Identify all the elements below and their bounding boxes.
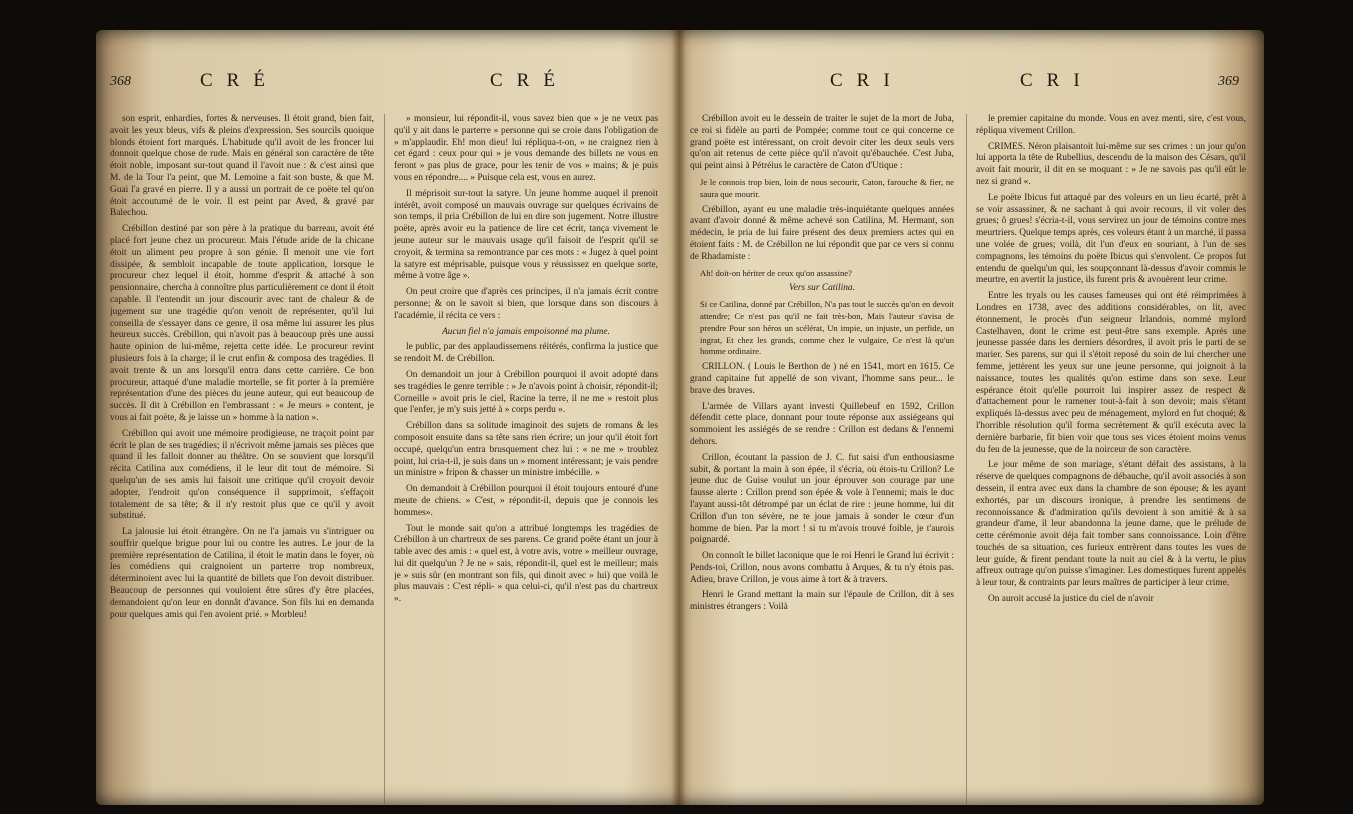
right-column-2 (976, 114, 1246, 814)
paragraph: Crébillon dans sa solitude imaginoit des sujets de romans & les composoit ensuite dans sa tête sans rien écrire; un jour qu'il étoit fort occupé, quelqu'un entra brusquement chez lui : « ne me » troublez point, lui cria-t-il, je suis dans un » moment intéressant; je vais pendre un ministre » fripon & chasser un ministre imbécille. » (394, 421, 658, 479)
paragraph: Henri le Grand mettant la main sur l'épaule de Crillon, dit à ses ministres étrangers : Voilà (690, 590, 954, 613)
paragraph: On demandoit un jour à Crébillon pourquoi il avoit adopté dans ses tragédies le genre terrible : » Je n'avois point à choisir, répondit-il; Corneille » avoit pris le ciel, Racine la terre, il ne me » restoit plus que l'enfer, je m'y suis jetté à » corps perdu ». (394, 369, 658, 416)
paragraph: Il méprisoit sur-tout la satyre. Un jeune homme auquel il prenoit intérêt, avoit composé un mauvais ouvrage sur quelques écrivains de son temps, il pria Crébillon de lui en dire son jugement. Notre illustre poëte, après avoir eu la patience de lire cet écrit, tança vivement le jeune auteur sur le mauvais usage qu'il faisoit de l'esprit qu'il se croyoit, & termina sa remontrance par ces mots : « Jugez à quel point la satyre est méprisable, puisque vous y réussissez en quelque sorte, même à votre âge ». (394, 188, 658, 282)
left-page-number: 368 (110, 74, 131, 89)
right-running-header (690, 70, 1255, 100)
right-column-1 (690, 114, 954, 814)
paragraph: le public, par des applaudissemens réitérés, confirma la justice que se rendoit M. de Crébillon. (394, 342, 658, 365)
right-page (690, 28, 1255, 763)
column-rule (966, 114, 967, 804)
left-header-word-1: CRÉ (200, 70, 279, 91)
entry-crimes: CRIMES. Néron plaisantoit lui-même sur ses crimes : un jour qu'on lui apporta la tête de Rubellius, descendu de la maison des Césars, qu'il avoit fait mourir, il dit en se moquant : » Je ne savois pas qu'il eût le nez si grand «. (976, 141, 1246, 187)
paragraph: Le jour même de son mariage, s'étant défait des assistans, à la réserve de quelques compagnons de débauche, qu'il avoit associés à son dessein, il entra avec eux dans la chambre de son épouse; & les ayant exhortés, par un discours ironique, à prendre les sentimens de reconnoissance & d'admiration qu'ils devoient à son amitié & à sa grandeur d'ame, il leur abandonna la jeune dame, que le prélude de cette cérémonie avoit déja fait tomber sans connoissance. Loin d'être touchés de sa situation, ces furieux entrèrent dans toutes les vues de leur guide, & firent pendant toute la nuit au ciel & à la vertu, le plus affreux outrage qu'on puisse s'imaginer. Les domestiques furent appelés à leur tour, & contraints par leurs maîtres de participer à leur crime. (976, 460, 1246, 589)
entry-crillon: CRILLON. ( Louis le Berthon de ) né en 1541, mort en 1615. Ce grand capitaine fut appellé de son vivant, l'homme sans peur... le brave des braves. (690, 362, 954, 396)
paragraph: son esprit, enhardies, fortes & nerveuses. Il étoit grand, bien fait, avoit les yeux bleus, vifs & pleins d'expression. Ses sourcils quoique blonds étoient fort marqués. L'habitude qu'il avoit de les froncer lui donnoit quelque chose de rude. Mais en général son caractère de tête étoit noble, imposant sur-tout quand il l'avoit nue : & c'est ainsi que M. de la Tour l'a peint, que M. Lemoine a fait son buste, & que M. Guai l'a gravé en pierre. Il y a aussi un portrait de ce poëte tel qu'on étoit accoutumé de le voir. Il est peint par Aved, & gravé par Balechou. (110, 114, 374, 219)
right-header-word-2: CRI (1020, 70, 1094, 91)
paragraph: Crillon, écoutant la passion de J. C. fut saisi d'un enthousiasme subit, & portant la main à son épée, il s'écria, où étois-tu Crillon? Le jeune duc de Guise voulut un jour éprouver son courage par une fausse alerte : Crillon prend son épée & vole à l'ennemi; mais le duc l'ayant aussi-tôt détrompé par un éclat de rire : jeune homme, lui dit Crillon d'un ton sévère, ne te joue jamais à sonder le cœur d'un homme de bien. Par la mort ! si tu m'avois trouvé foible, je t'aurois poignardé. (690, 452, 954, 546)
quoted-verse: Ah! doit-on hériter de ceux qu'on assassine? (700, 267, 852, 278)
book-gutter (672, 30, 686, 805)
paragraph: le premier capitaine du monde. Vous en avez menti, sire, c'est vous, répliqua vivement Crillon. (976, 114, 1246, 136)
quoted-verse: Je le connois trop bien, loin de nous secourir, Caton, farouche & fier, ne saura que mourir. (700, 176, 954, 199)
paragraph: Crébillon, ayant eu une maladie très-inquiétante quelques années avant d'avoir donné & même achevé son Catilina, M. Hermant, son médecin, le pria de lui faire présent des deux premiers actes qui en étoient faits : M. de Crébillon ne lui répondit que par ce vers si connu de Rhadamiste : (690, 204, 954, 262)
paragraph: Crébillon avoit eu le dessein de traiter le sujet de la mort de Juba, ce roi si fidèle au parti de Pompée; comme tout ce qui concerne ce grand poëte est intéressant, on croit devoir citer les deux seuls vers qu'on ait retenus de cette pièce qu'il n'avoit qu'ébauchée. C'est Juba, qui peint ainsi à Pétréius le caractère de Caton d'Utique : (690, 114, 954, 172)
paragraph: Tout le monde sait qu'on a attribué longtemps les tragédies de Crébillon à un chartreux de ses parens. Ce grand poëte étant un jour à table avec des amis : « quel est, à votre avis, votre » meilleur ouvrage, lui dit quelqu'un ? Je ne » sais, répondit-il, quel est le meilleur; mais je » suis sûr (en montrant son fils, qui dinoit avec » lui) que voilà le plus mauvais : C'est répli- » qua celui-ci, qu'il n'est pas du chartreux ». (394, 523, 658, 605)
paragraph: Crébillon destiné par son père à la pratique du barreau, avoit été placé fort jeune chez un procureur. Mais l'étude aride de la chicane étoit un aliment peu propre à son génie. Il menoit une vie fort dissipée, & sembloit incapable de toute application, lorsque le procureur chez lequel il étoit, homme d'esprit & attaché à son pensionnaire, chercha à connoître plus particulièrement ce dont il étoit capable. Il l'entendit un jour discourir avec tant de chaleur & de jugement sur une tragédie qu'on venoit de représenter, qu'il lui conseilla de s'essayer dans ce genre, il osa même lui assurer les plus heureux succès. Crébillon, qui n'avoit pas à beaucoup près une aussi haute opinion de lui-même, rejetta cette idée. Le procureur revint plusieurs fois à la charge; il le crut enfin & composa des tragédies. Il avoit trente & un ans lorsqu'il entra dans cette carrière. Ce bon procureur, attaqué d'une maladie mortelle, se fit porter à la première représentation d'une des pièces du jeune auteur, qui eut beaucoup de succès. Il dit à Crébillon en l'embrassant : « Je meurs » content, je vous ai fait poëte, & je laisse un » homme à la nation ». (110, 224, 374, 423)
paragraph: » monsieur, lui répondit-il, vous savez bien que » je ne veux pas qu'il y ait dans le parterre » personne qui se croie dans l'obligation de » m'applaudir. Eh! mon dieu! lui répliqua-t-on, » ne craignez rien à cet égard : ceux pour qui » je vous demande des billets ne vous en feront » pas plus de grace, pour les tenir de vos » mains; & je puis vous en répondre.... » Puisque cela est, vous en aurez. (394, 114, 658, 183)
poem: Si ce Catilina, donné par Crébillon, N'a pas tout le succès qu'on en devoit attendre; Ce n'est pas qu'il ne fait très-bon, Mais l'auteur s'avisa de prendre Pour son héros un scélérat, Un impie, un injuste, un perfide, un ingrat, Et chez les grands, comme chez le vulgaire, Ce n'est là qu'un homme ordinaire. (700, 299, 954, 357)
paragraph: Entre les tryals ou les causes fameuses qui ont été réimprimées à Londres en 1738, avec des additions considérables, on lit, avec étonnement, le procès d'un seigneur Irlandois, nommé mylord Castelhaven, dont le crime est peut-être sans exemple. Après une jeunesse passée dans les derniers désordres, il avoit pris le parti de se marier. Ses parens, sur qui il s'étoit reposé du soin de lui chercher une femme, jettèrent les yeux sur une jeune personne, qui joignoit à la naissance, toutes les qualités qu'on estime dans son sexe. Leur espérance étoit qu'elle pourroit lui inspirer assez de respect & d'attachement pour le ramener tout-à-fait à son devoir; mais s'étant expliqués là-dessus avec peu de ménagement, mylord en fut choqué; & l'horrible résolution qu'il forma secrètement & qu'il exécuta avec la dernière barbarie, fit bien voir que tous ses vices étoient moins venus du feu de la jeunesse, que de la noirceur de son caractère. (976, 291, 1246, 455)
left-running-header (110, 70, 665, 100)
paragraph: On peut croire que d'après ces principes, il n'a jamais écrit contre personne; & on le savoit si bien, que lorsque dans son discours à l'académie, il récita ce vers : (394, 287, 658, 321)
left-column-1 (110, 114, 374, 814)
column-rule (384, 114, 385, 804)
paragraph: On demandoit à Crébillon pourquoi il étoit toujours entouré d'une meute de chiens. » C'est, » répondit-il, depuis que je connois les hommes». (394, 484, 658, 518)
left-page (110, 28, 665, 763)
paragraph: La jalousie lui étoit étrangère. On ne l'a jamais vu s'intriguer ou souffrir quelque brigue pour lui ou contre les autres. Le jour de la première représentation de Catilina, il étoit le matin dans le foyer, où les comédiens qui craignoient un parterre trop nombreux, déterminoient avec lui la quantité de billets que l'on devoit distribuer. Beaucoup de personnes qui vouloient être sûres d'y être placées, demandoient qu'on leur en donnât d'avance. Son fils lui en demanda pour quelques amis qui l'en avoient prié. » Morbleu! (110, 527, 374, 620)
section-heading: Vers sur Catilina. (789, 283, 855, 294)
left-header-word-2: CRÉ (490, 70, 569, 91)
left-column-2 (394, 114, 658, 814)
right-header-word-1: CRI (830, 70, 904, 91)
right-page-number: 369 (1218, 74, 1239, 89)
quoted-verse: Aucun fiel n'a jamais empoisonné ma plume. (442, 326, 610, 337)
paragraph: On connoît le billet laconique que le roi Henri le Grand lui écrivit : Pends-toi, Crillon, nous avons combattu à Arques, & tu n'y étois pas. Adieu, brave Crillon, je vous aime à tort & à travers. (690, 551, 954, 585)
paragraph: On auroit accusé la justice du ciel de n'avoir (988, 594, 1154, 605)
paragraph: L'armée de Villars ayant investi Quillebeuf en 1592, Crillon défendit cette place, donnant pour toute réponse aux assiégeans qui sommoient les assiégés de se rendre : Crillon est dedans & l'ennemi dehors. (690, 401, 954, 447)
paragraph: Crébillon qui avoit une mémoire prodigieuse, ne traçoit point par écrit le plan de ses tragédies; il n'écrivoit même jamais ses pièces que quand il les falloit donner au théâtre. On se souvient que lorsqu'il récita Catilina aux comédiens, il le leur dit tout de mémoire. Si quelqu'un de ses amis lui faisoit une critique qu'il croyoit devoir adopter, l'endroit qu'on conséquence il supprimoit, s'effaçoit totalement de sa tête; & il n'y restoit plus que ce qu'il y avoit substitué. (110, 428, 374, 522)
paragraph: Le poëte Ibicus fut attaqué par des voleurs en un lieu écarté, prêt à se voir assassiner, & ne sachant à qui avoir recours, il vit voler des grues; ô grues! s'écria-t-il, vous servirez un jour de témoins contre mes meurtriers. Quelque temps après, ces voleurs étant à un marché, il passa une volée de grues; voilà, dit l'un d'eux en souriant, à l'un de ses compagnons, les témoins du poëte Ibicus qui s'envolent. Ce propos fut entendu de quelqu'un qui, les soupçonnant là-dessus d'avoir commis le meurtre, en avertit la justice, ils furent pris & avouèrent leur crime. (976, 192, 1246, 286)
